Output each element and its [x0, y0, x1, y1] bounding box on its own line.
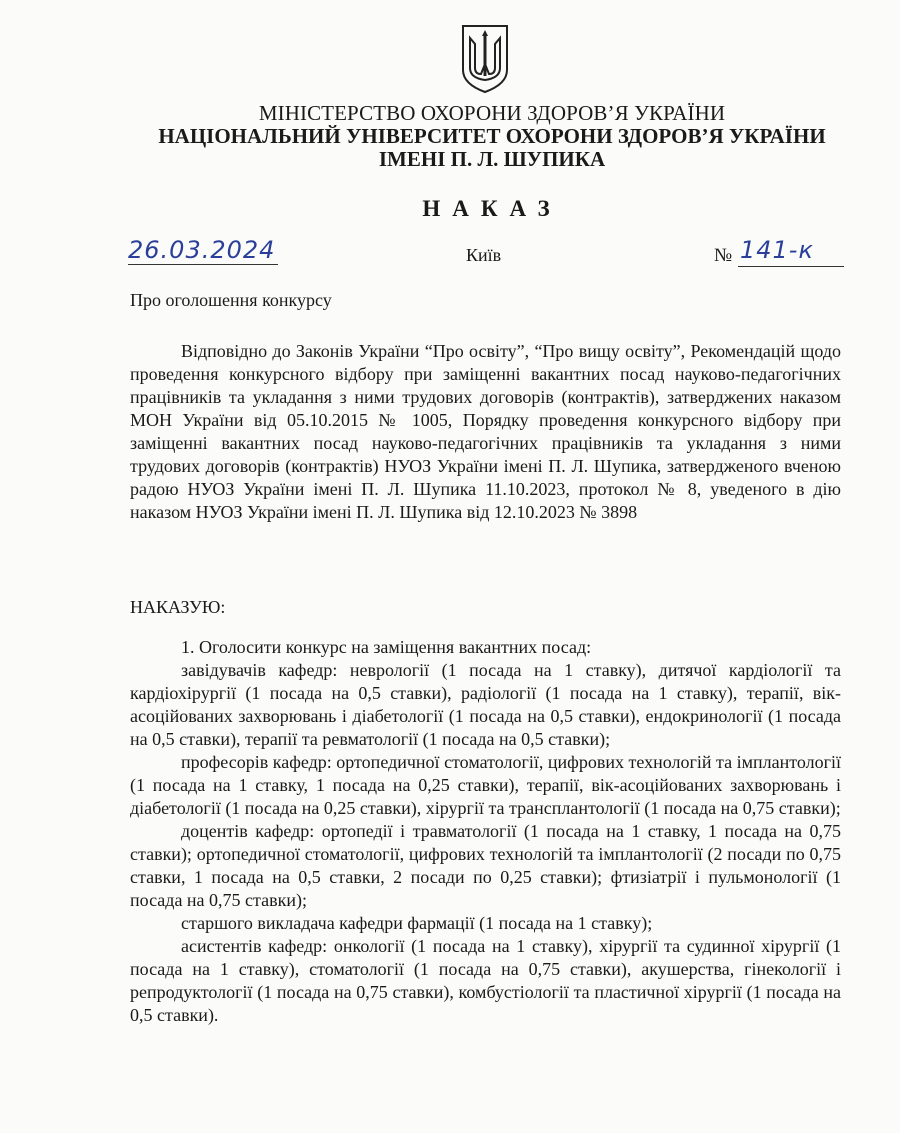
item-docents: доцентів кафедр: ортопедії і травматології (1 посада на 1 ставку, 1 посада на 0,75 ставки); ортопедичної стоматології, цифрових технологій та імплантології (2 посади по 0,75 ставки, 1 посада на 0,5 ставки, 2 посади по 0,25 ставки); фтизіатрії і пульмонології (1 посада на 0,75 ставки);	[130, 821, 841, 910]
order-date-field	[128, 236, 278, 266]
order-subject: Про оголошення конкурсу	[130, 290, 332, 310]
item-point-1: 1. Оголосити конкурс на заміщення вакантних посад:	[181, 637, 592, 657]
ministry-title: МІНІСТЕРСТВО ОХОРОНИ ЗДОРОВ’Я УКРАЇНИ	[258, 101, 726, 125]
trident-emblem-icon	[459, 24, 511, 94]
item-assistants: асистентів кафедр: онкології (1 посада на 1 ставку), хірургії та судинної хірургії (1 посада на 1 ставку), стоматології (1 посада на 0,75 ставки), акушерства, гінекології і репродуктології (1 посада на 0,75 ставки), комбустіології та пластичної хірургії (1 посада на 0,5 ставки).	[130, 936, 841, 1025]
university-title-line1: НАЦІОНАЛЬНИЙ УНІВЕРСИТЕТ ОХОРОНИ ЗДОРОВ’Я УКРАЇНИ	[158, 124, 826, 148]
order-items	[130, 636, 841, 1027]
item-professors: професорів кафедр: ортопедичної стоматології, цифрових технологій та імплантології (1 посада на 1 ставку, 1 посада на 0,25 ставки), терапії, вік-асоційованих захворювань і діабетології (1 посада на 0,25 ставки), хірургії та трансплантології (1 посада на 0,75 ставки);	[130, 752, 841, 818]
city-label: Київ	[466, 245, 502, 265]
order-date: 26.03.2024	[128, 236, 276, 264]
order-number: 141-к	[740, 236, 814, 264]
order-number-field	[714, 236, 844, 270]
date-underline	[128, 264, 278, 265]
number-underline	[738, 266, 844, 267]
item-senior-lecturer: старшого викладача кафедри фармації (1 посада на 1 ставку);	[181, 913, 653, 933]
number-sign: №	[714, 245, 733, 266]
order-word: НАКАЗУЮ:	[130, 597, 226, 617]
preamble-paragraph	[130, 340, 841, 524]
university-title-line2: ІМЕНІ П. Л. ШУПИКА	[378, 147, 606, 171]
item-heads-of-departments: завідувачів кафедр: неврології (1 посада на 1 ставку), дитячої кардіології та кардіохірургії (1 посада на 0,5 ставки), радіології (1 посада на 1 ставку), терапії, вік-асоційованих захворювань і діабетології (1 посада на 0,5 ставки), ендокринології (1 посада на 0,5 ставки), терапії та ревматології (1 посада на 0,5 ставки);	[130, 660, 841, 749]
preamble-text: Відповідно до Законів України “Про освіту”, “Про вищу освіту”, Рекомендацій щодо проведення конкурсного відбору при заміщенні вакантних посад науково-педагогічних працівників та укладання з ними трудових договорів (контрактів), затверджених наказом МОН України від 05.10.2015 № 1005, Порядку проведення конкурсного відбору при заміщенні вакантних посад науково-педагогічних працівників та укладання з ними трудових договорів (контрактів) НУОЗ України імені П. Л. Шупика, затвердженого вченою радою НУОЗ України імені П. Л. Шупика 11.10.2023, протокол № 8, уведеного в дію наказом НУОЗ України імені П. Л. Шупика від 12.10.2023 № 3898	[130, 341, 841, 522]
document-type-heading: НАКАЗ	[422, 196, 562, 221]
